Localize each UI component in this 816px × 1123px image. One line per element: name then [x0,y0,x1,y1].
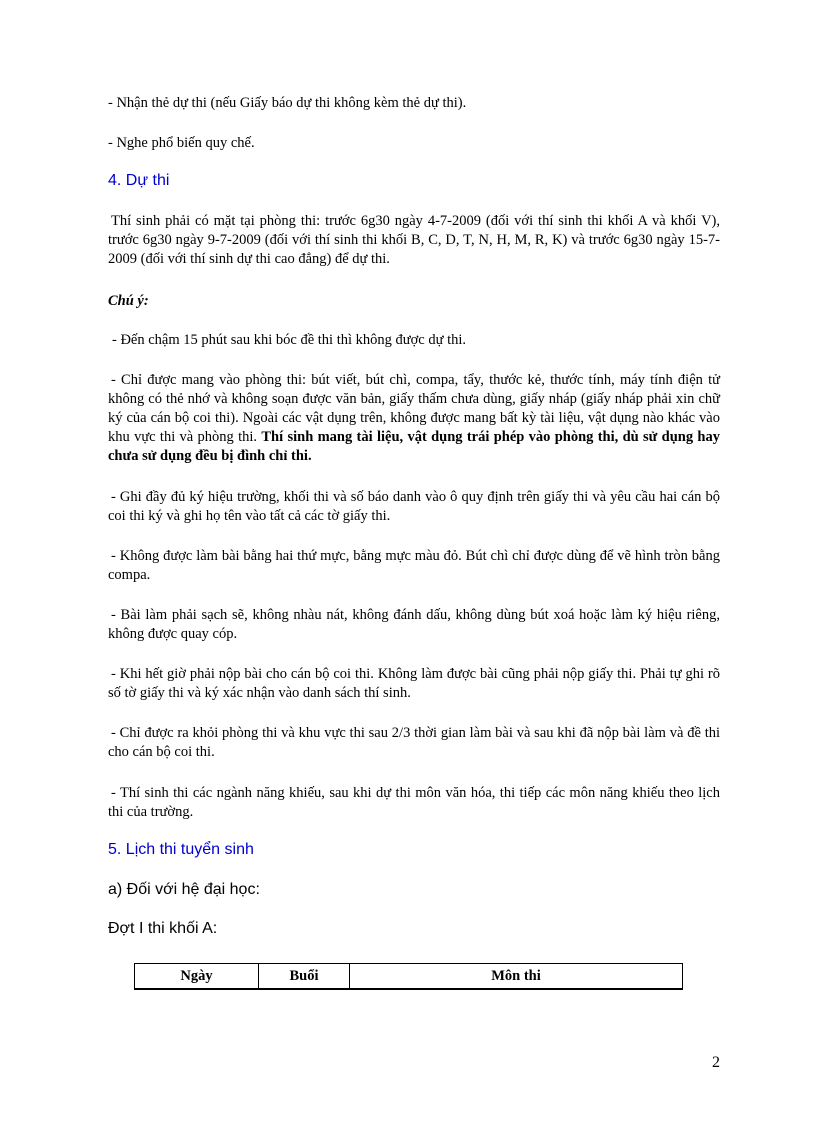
para-nhan-the: - Nhận thẻ dự thi (nếu Giấy báo dự thi không kèm thẻ dự thi). [108,95,467,111]
schedule-table [134,963,683,990]
note-khong-duoc-lam: - Không được làm bài bằng hai thứ mực, bằng mực màu đỏ. Bút chì chỉ được dùng để vẽ hình tròn bằng compa. [108,548,720,583]
heading-du-thi: 4. Dự thi [108,172,170,189]
header-buoi: Buổi [259,964,350,990]
note-chi-duoc-mang-bold: Thí sinh mang tài liệu, vật dụng trái phép vào phòng thi, dù sử dụng hay chưa sử dụng đều bị đình chỉ thi. [108,429,720,464]
note-bai-lam: - Bài làm phải sạch sẽ, không nhàu nát, không đánh dấu, không dùng bút xoá hoặc làm ký hiệu riêng, không được quay cóp. [108,607,720,642]
note-chi-duoc-mang [108,371,720,466]
note-nang-khieu: - Thí sinh thi các ngành năng khiếu, sau khi dự thi môn văn hóa, thi tiếp các môn năng khiếu theo lịch thi của trường. [108,785,720,820]
note-khi-het-gio: - Khi hết giờ phải nộp bài cho cán bộ coi thi. Không làm được bài cũng phải nộp giấy thi. Phải tự ghi rõ số tờ giấy thi và ký xác nhận vào danh sách thí sinh. [108,666,720,701]
header-ngay: Ngày [135,964,259,990]
header-mon-thi: Môn thi [350,964,683,990]
chu-y-label: Chú ý: [108,293,149,309]
note-den-cham: - Đến chậm 15 phút sau khi bóc đề thi thì không được dự thi. [112,332,467,348]
heading-lich-thi: 5. Lịch thi tuyển sinh [108,841,254,858]
para-nghe-pho-bien: - Nghe phổ biến quy chế. [108,135,255,151]
note-chi-duoc-mang-text: - Chỉ được mang vào phòng thi: bút viết, bút chì, compa, tẩy, thước kẻ, thước tính, máy tính điện tử không có thẻ nhớ và không soạn được văn bản, giấy thấm chưa dùng, giấy nháp (giấy nháp phải xin chữ ký của cán bộ coi thi). Ngoài các vật dụng trên, không được mang bất kỳ tài liệu, vật dụng nào khác vào khu vực thi và phòng thi. [108,372,720,445]
para-thi-sinh: Thí sinh phải có mặt tại phòng thi: trước 6g30 ngày 4-7-2009 (đối với thí sinh thi khối A và khối V), trước 6g30 ngày 9-7-2009 (đối với thí sinh thi khối B, C, D, T, N, H, M, R, K) và trước 6g30 ngày 15-7-2009 (đối với thí sinh dự thi cao đẳng) để dự thi. [108,213,720,267]
note-chi-duoc-ra: - Chỉ được ra khỏi phòng thi và khu vực thi sau 2/3 thời gian làm bài và sau khi đã nộp bài làm và đề thi cho cán bộ coi thi. [108,725,720,760]
subheading-dai-hoc: a) Đối với hệ đại học: [108,881,260,898]
schedule-header-row [135,964,683,990]
note-ghi-day-du: - Ghi đầy đủ ký hiệu trường, khối thi và số báo danh vào ô quy định trên giấy thi và yêu cầu hai cán bộ coi thi ký và ghi họ tên vào tất cả các tờ giấy thi. [108,489,720,524]
subheading-dot-1: Đợt I thi khối A: [108,920,218,937]
page-number: 2 [712,1054,720,1071]
